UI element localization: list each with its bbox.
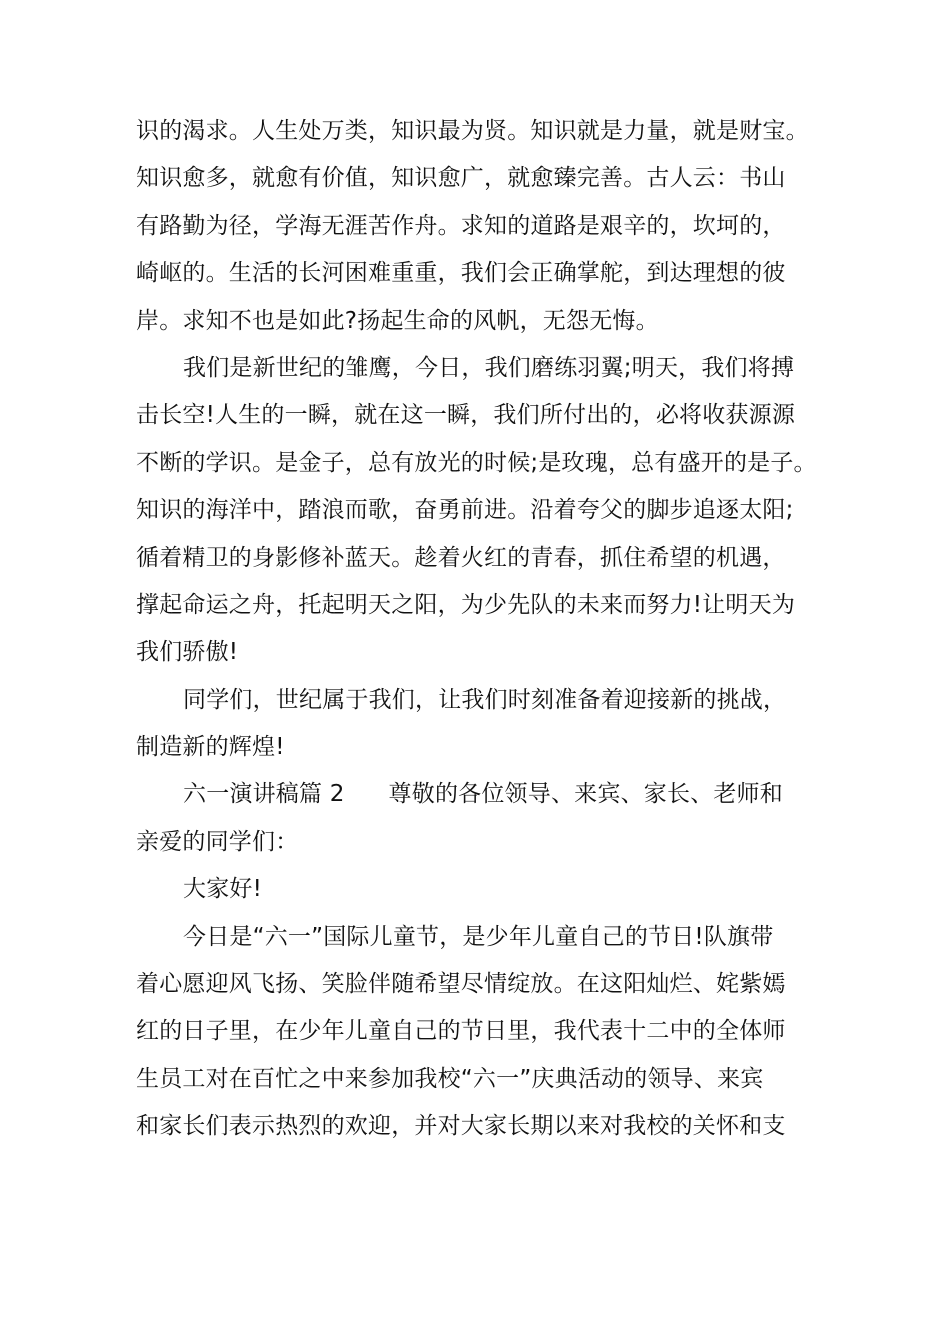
section-heading-line <box>136 771 826 818</box>
salutation-line: 亲爱的同学们： <box>136 828 299 855</box>
paragraph-start-line: 今日是“六一”国际儿童节，是少年儿童自己的节日!队旗带 <box>183 923 774 950</box>
text-line: 生员工对在百忙之中来参加我校“六一”庆典活动的领导、来宾 <box>136 1065 764 1092</box>
salutation-start: 尊敬的各位领导、来宾、家长、老师和 <box>388 781 783 808</box>
text-line: 不断的学识。是金子，总有放光的时候;是玫瑰，总有盛开的是子。 <box>136 449 817 476</box>
text-line: 知识愈多，就愈有价值，知识愈广，就愈臻完善。古人云：书山 <box>136 165 786 192</box>
section-heading: 六一演讲稿篇 2 <box>183 781 345 808</box>
text-line: 有路勤为径，学海无涯苦作舟。求知的道路是艰辛的，坎坷的， <box>136 212 786 239</box>
text-line: 识的渴求。人生处万类，知识最为贤。知识就是力量，就是财宝。 <box>136 118 809 144</box>
text-line: 着心愿迎风飞扬、笑脸伴随希望尽情绽放。在这阳灿烂、姹紫嫣 <box>136 971 786 998</box>
text-line: 崎岖的。生活的长河困难重重，我们会正确掌舵，到达理想的彼 <box>136 260 786 287</box>
text-line: 和家长们表示热烈的欢迎，并对大家长期以来对我校的关怀和支 <box>136 1113 786 1140</box>
text-line: 循着精卫的身影修补蓝天。趁着火红的青春，抓住希望的机遇， <box>136 544 786 571</box>
paragraph-start-line: 我们是新世纪的雏鹰，今日，我们磨练羽翼;明天，我们将搏 <box>183 354 795 381</box>
text-line: 红的日子里，在少年儿童自己的节日里，我代表十二中的全体师 <box>136 1018 786 1045</box>
greeting-line: 大家好! <box>183 876 263 903</box>
paragraph-start-line: 同学们，世纪属于我们，让我们时刻准备着迎接新的挑战， <box>183 686 787 713</box>
text-line: 撑起命运之舟，托起明天之阳，为少先队的未来而努力!让明天为 <box>136 591 796 618</box>
text-line: 知识的海洋中，踏浪而歌，奋勇前进。沿着夸父的脚步追逐太阳; <box>136 497 794 524</box>
text-line: 我们骄傲! <box>136 639 239 666</box>
text-line: 岸。求知不也是如此?扬起生命的风帆，无怨无悔。 <box>136 307 659 334</box>
text-line: 制造新的辉煌! <box>136 734 285 761</box>
text-line: 击长空!人生的一瞬，就在这一瞬，我们所付出的，必将收获源源 <box>136 402 796 429</box>
document-body <box>136 108 826 1151</box>
